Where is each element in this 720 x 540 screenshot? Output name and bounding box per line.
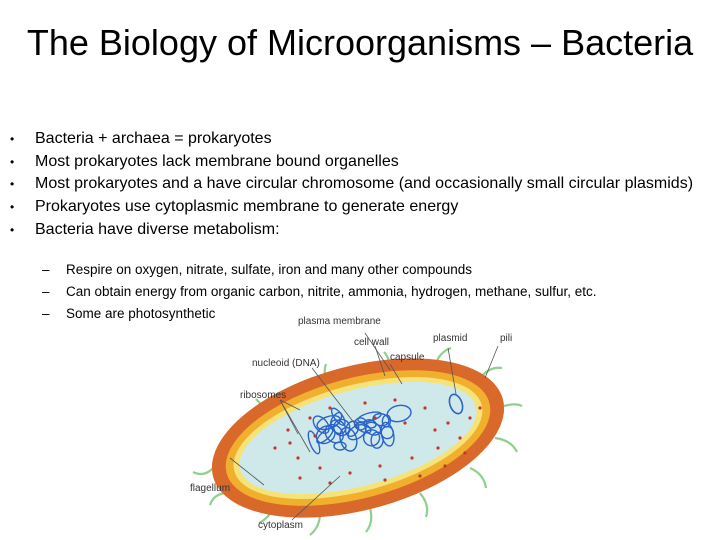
label-capsule: capsule [390,352,425,363]
ribosome-dot [308,416,311,419]
sub-bullet-text: Respire on oxygen, nitrate, sulfate, iron and many other compounds [66,262,472,277]
ribosome-dot [363,401,366,404]
bullet-marker: • [10,200,15,215]
bullet-item [0,151,720,174]
label-ribosomes: ribosomes [240,390,287,401]
ribosome-dot [296,456,299,459]
bullet-marker: • [10,177,15,192]
sub-bullet-item [0,281,720,303]
flagellum-strand [470,468,486,488]
ribosome-dot [328,406,331,409]
ribosome-dot [273,446,276,449]
sub-bullet-marker: – [42,262,50,277]
ribosome-dot [403,421,406,424]
ribosome-dot [468,416,471,419]
ribosome-dot [443,464,446,467]
label-plasma-membrane: plasma membrane [298,316,381,327]
bullet-marker: • [10,132,15,146]
ribosome-dot [418,474,421,477]
bullet-list [0,128,720,242]
label-cell-wall: cell wall [354,337,390,348]
bullet-text: Bacteria have diverse metabolism: [35,220,280,238]
ribosome-dot [423,406,426,409]
slide-title: The Biology of Microorganisms – Bacteria [26,22,694,63]
bullet-item [0,173,720,196]
ribosome-dot [436,446,439,449]
ribosome-dot [318,466,321,469]
bullet-marker: • [10,222,15,237]
sub-bullet-marker: – [42,306,50,321]
ribosome-dot [348,471,351,474]
ribosome-dot [393,398,396,401]
bullet-text: Most prokaryotes and a have circular chromosome (and occasionally small circular plasmids) [35,175,694,193]
flagellum-strand [420,493,427,517]
bullet-text: Most prokaryotes lack membrane bound organelles [35,152,399,170]
bullet-marker: • [10,154,15,169]
sub-bullet-marker: – [42,284,50,299]
label-pili: pili [500,333,513,344]
bacteria-cell-diagram [180,308,540,540]
bullet-text: Bacteria + archaea = prokaryotes [35,130,272,147]
label-nucleoid: nucleoid (DNA) [252,358,320,369]
ribosome-dot [298,476,301,479]
ribosome-dot [383,478,386,481]
ribosome-dot [288,441,291,444]
bullet-item [0,128,720,151]
ribosome-dot [378,464,381,467]
sub-bullet-text: Can obtain energy from organic carbon, nitrite, ammonia, hydrogen, methane, sulfur, etc. [66,284,597,299]
bullet-text: Prokaryotes use cytoplasmic membrane to generate energy [35,198,459,216]
bullet-item [0,196,720,219]
sub-bullet-text: Some are photosynthetic [66,306,216,321]
ribosome-dot [458,436,461,439]
flagellum-strand [366,508,371,532]
bullet-item [0,219,720,242]
sub-bullet-item [0,259,720,281]
label-cytoplasm: cytoplasm [258,520,304,531]
ribosome-dot [373,416,376,419]
ribosome-dot [433,428,436,431]
flagellum-strand [495,438,517,452]
label-plasmid: plasmid [433,333,468,344]
ribosome-dot [478,406,481,409]
ribosome-dot [410,456,413,459]
ribosome-dot [286,428,289,431]
ribosome-dot [313,434,316,437]
ribosome-dot [446,421,449,424]
label-flagellum: flagellum [190,483,231,494]
ribosome-dot [463,451,466,454]
